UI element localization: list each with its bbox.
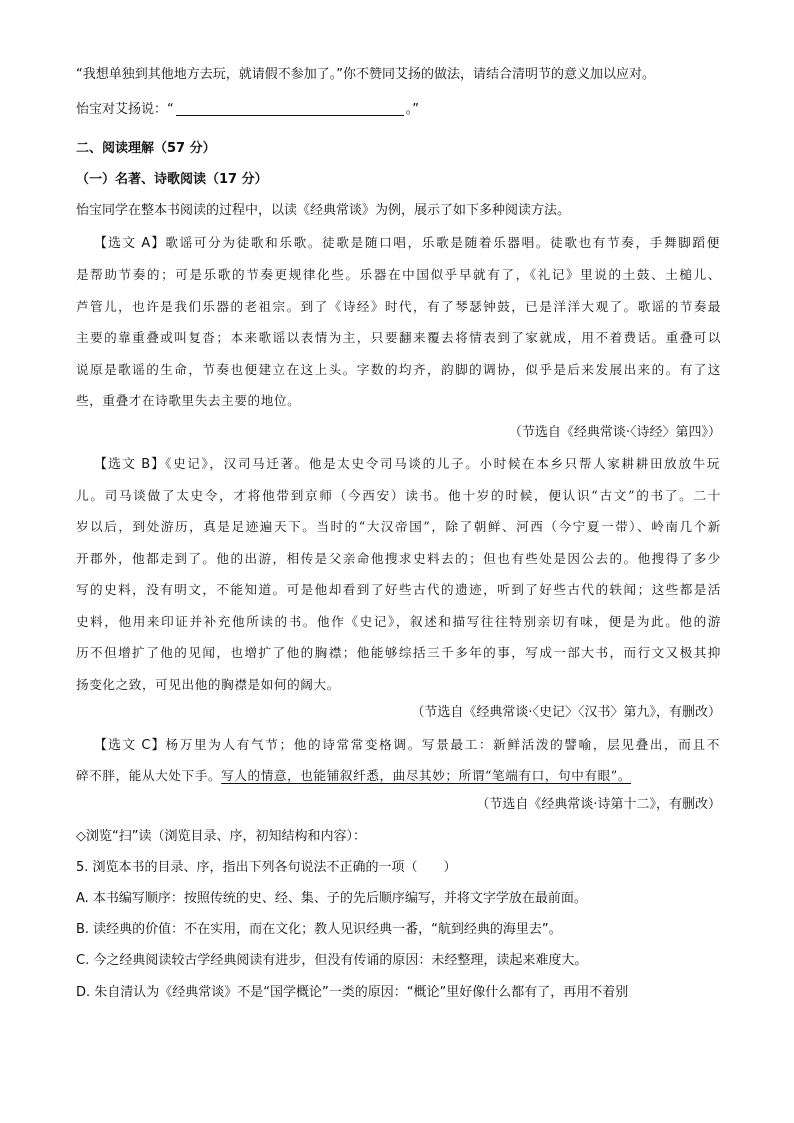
selection-a-line-4: 主要的靠重叠或叫复沓；本来歌谣以表情为主，只要翻来覆去将情表到了家就成，用不着费话。重叠可以 <box>76 330 721 345</box>
option-c[interactable]: C. 今之经典阅读较古学经典阅读有进步，但没有传诵的原因：未经整理，读起来难度大。 <box>76 953 588 968</box>
intro-line: “我想单独到其他地方去玩，就请假不参加了。”你不赞同艾扬的做法，请结合清明节的意义加以应对。 <box>76 67 655 82</box>
selection-a-line-1: 【选文 A】歌谣可分为徒歌和乐歌。徒歌是随口唱，乐歌是随着乐器唱。徒歌也有节奏，手舞脚蹈便 <box>94 235 720 251</box>
option-b[interactable]: B. 读经典的价值：不在实用，而在文化；教人见识经典一番，“航到经典的海里去”。 <box>76 922 562 937</box>
selection-a-line-3: 芦管儿，也许是我们乐器的老祖宗。到了《诗经》时代，有了琴瑟钟鼓，已是洋洋大观了。歌谣的节奏最 <box>76 299 721 314</box>
selection-b-line-2: 儿。司马谈做了太史令，才将他带到京师（今西安）读书。他十岁的时候，便认识“古文”的书了。二十 <box>76 488 721 503</box>
selection-a-line-2: 是帮助节奏的；可是乐歌的节奏更规律化些。乐器在中国似乎早就有了，《礼记》里说的土鼓、土槌儿、 <box>76 267 721 282</box>
selection-b-tag: 【选文 B】 <box>94 457 166 472</box>
subsection-title: （一）名著、诗歌阅读（17 分） <box>76 172 268 187</box>
selection-a-line-6: 些，重叠才在诗歌里失去主要的地位。 <box>76 393 301 408</box>
selection-b-line-8: 扬变化之致，可见出他的胸襟是如何的阔大。 <box>76 677 340 692</box>
reply-prefix: 怡宝对艾扬说：“ <box>76 102 174 117</box>
selection-b-line-7: 历不但增扩了他的见闻，也增扩了他的胸襟；他能够综括三千多年的事，写成一部大书，而行文又极其抑 <box>76 645 721 660</box>
reply-suffix: 。” <box>405 102 419 117</box>
selection-c-line-1: 【选文 C】杨万里为人有气节；他的诗常常变格调。写景最工：新鲜活泼的譬喻，层见叠出，而且不 <box>94 737 720 753</box>
selection-a-tag: 【选文 A】 <box>94 236 166 251</box>
selection-b-line-5: 写的史料，没有明文，不能知道。可是他却看到了好些古代的遗迹，听到了好些古代的轶闻；这些都是活 <box>76 582 721 597</box>
answer-blank[interactable] <box>176 101 404 116</box>
reply-line <box>76 101 721 119</box>
option-d[interactable]: D. 朱自清认为《经典常谈》不是“国学概论”一类的原因：“概论”里好像什么都有了，再用不着别 <box>76 985 629 1000</box>
selection-b-source: （节选自《经典常谈·〈史记〉〈汉书〉第九》，有删改） <box>411 705 721 720</box>
selection-b-line-6: 史料，他用来印证并补充他所读的书。他作《史记》，叙述和描写往往特别亲切有味，便是为此。他的游 <box>76 614 721 629</box>
selection-a-line-5: 说原是歌谣的生命，节奏也便建立在这上头。字数的均齐，韵脚的调协，似乎是后来发展出来的。有了这 <box>76 362 721 377</box>
selection-a-source: （节选自《经典常谈·〈诗经〉第四》） <box>508 425 721 440</box>
option-a[interactable]: A. 本书编写顺序：按照传统的史、经、集、子的先后顺序编写，并将文字学放在最前面。 <box>76 891 587 906</box>
selection-b-line-1: 【选文 B】《史记》，汉司马迁著。他是太史令司马谈的儿子。小时候在本乡只帮人家耕耕田放放牛玩 <box>94 456 720 472</box>
selection-c-line-2: 碎不胖，能从大处下手。写人的情意，也能铺叙纤悉，曲尽其妙；所谓“笔端有口，句中有眼”。 <box>76 768 632 783</box>
selection-b-line-4: 开郡外，他都走到了。他的出游，相传是父亲命他搜求史料去的；但也有些处是因公去的。他搜得了多少 <box>76 551 721 566</box>
selection-b-line-3: 岁以后，到处游历，真是足迹遍天下。当时的“大汉帝国”，除了朝鲜、河西（今宁夏一带）、岭南几个新 <box>76 519 721 534</box>
question-5: 5. 浏览本书的目录、序，指出下列各句说法不正确的一项（ ） <box>76 860 457 875</box>
selection-c-source: （节选自《经典常谈·诗第十二》，有删改） <box>476 797 721 812</box>
underlined-sentence: 写人的情意，也能铺叙纤悉，曲尽其妙；所谓“笔端有口，句中有眼”。 <box>221 768 632 783</box>
subsection-intro: 怡宝同学在整本书阅读的过程中，以读《经典常谈》为例，展示了如下多种阅读方法。 <box>76 203 571 218</box>
selection-c-tag: 【选文 C】 <box>94 738 166 753</box>
section-title: 二、阅读理解（57 分） <box>76 141 216 156</box>
browse-title: ◇浏览“扫”读（浏览目录、序，初知结构和内容）： <box>76 829 366 844</box>
